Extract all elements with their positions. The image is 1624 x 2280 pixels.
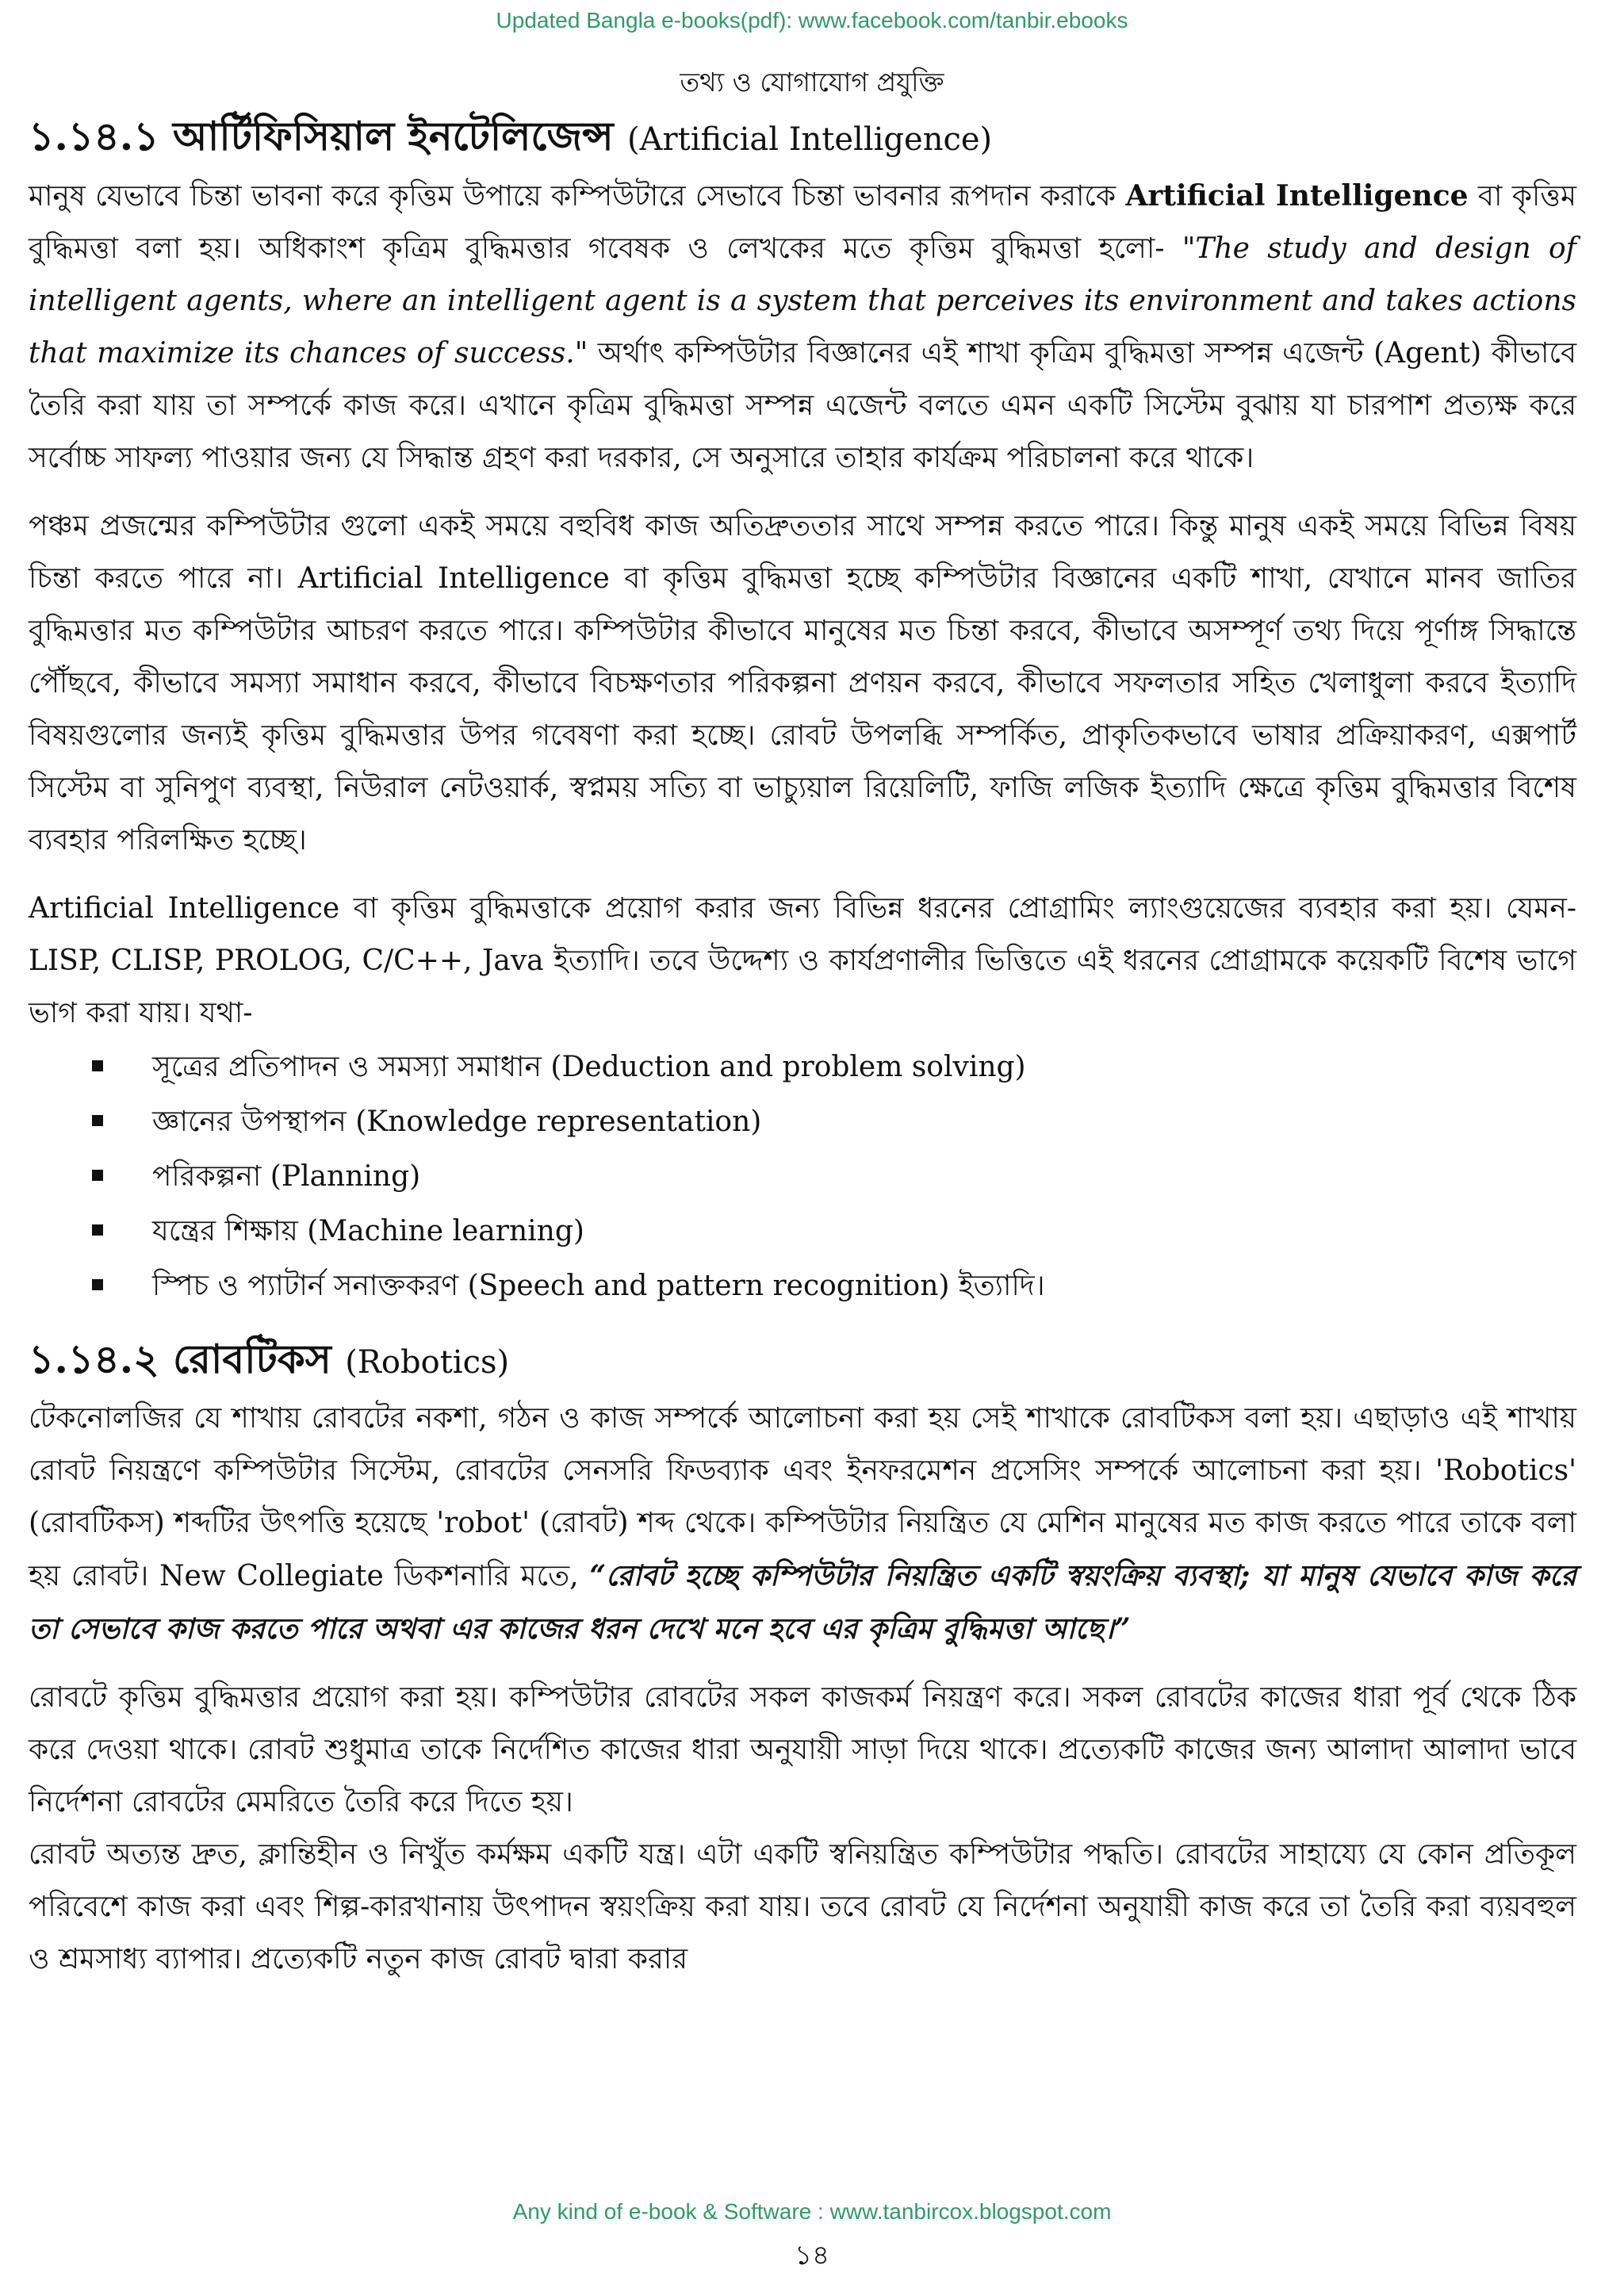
text-run: বা কৃত্তিম বুদ্ধিমত্তা বলা হয়। অধিকাংশ কৃত্রিম বুদ্ধিমত্তার গবেষক ও লেখকের মতে কৃত্তিম বুদ্ধিমত্তা হলো- bbox=[29, 180, 1576, 265]
text-run: মানুষ যেভাবে চিন্তা ভাবনা করে কৃত্তিম উপায়ে কম্পিউটারে সেভাবে চিন্তা ভাবনার রূপদান করাকে bbox=[29, 180, 1116, 213]
section-title-bn: আর্টিফিসিয়াল ইনটেলিজেন্স bbox=[173, 113, 614, 159]
list-item-text: স্পিচ ও প্যাটার্ন সনাক্তকরণ (Speech and pattern recognition) ইত্যাদি। bbox=[152, 1270, 1045, 1302]
list-item bbox=[92, 1204, 1576, 1259]
paragraph: Artificial Intelligence বা কৃত্তিম বুদ্ধিমত্তাকে প্রয়োগ করার জন্য বিভিন্ন ধরনের প্রোগ্রামিং ল্যাংগুয়েজের ব্যবহার করা হয়। যেমন- LISP, CLISP, PROLOG, C/C++, Java ইত্যাদি। তবে উদ্দেশ্য ও কার্যপ্রণালীর ভিত্তিতে এই ধরনের প্রোগ্রামকে কয়েকটি বিশেষ ভাগে ভাগ করা যায়। যথা- bbox=[29, 892, 1576, 1029]
bullet-icon bbox=[92, 1224, 103, 1236]
top-banner: Updated Bangla e-books(pdf): www.facebook.com/tanbir.ebooks bbox=[496, 8, 1128, 33]
page-number: ১৪ bbox=[794, 2240, 830, 2271]
section-title-en: (Artificial Intelligence) bbox=[627, 121, 993, 158]
bullet-icon bbox=[92, 1279, 103, 1290]
section-title-en: (Robotics) bbox=[345, 1344, 510, 1381]
bottom-banner: Any kind of e-book & Software : www.tanbircox.blogspot.com bbox=[512, 2199, 1112, 2224]
section-title-bn: রোবটিকস bbox=[173, 1335, 331, 1382]
list-item-text: জ্ঞানের উপস্থাপন (Knowledge representation) bbox=[152, 1106, 762, 1138]
list-item bbox=[92, 1040, 1576, 1094]
section-number: ১.১৪.১ bbox=[29, 113, 159, 159]
text-run: অর্থাৎ কম্পিউটার বিজ্ঞানের এই শাখা কৃত্রিম বুদ্ধিমত্তা সম্পন্ন এজেন্ট (Agent) কীভাবে তৈরি করা যায় তা সম্পর্কে কাজ করে। এখানে কৃত্রিম বুদ্ধিমত্তা সম্পন্ন এজেন্ট বলতে এমন একটি সিস্টেম বুঝায় যা চারপাশ প্রত্যক্ষ করে সর্বোচ্চ সাফল্য পাওয়ার জন্য যে সিদ্ধান্ত গ্রহণ করা দরকার, সে অনুসারে তাহার কার্যক্রম পরিচালনা করে থাকে। bbox=[29, 337, 1576, 474]
list-item-text: যন্ত্রের শিক্ষায় (Machine learning) bbox=[152, 1215, 584, 1247]
running-head: তথ্য ও যোগাযোগ প্রযুক্তি bbox=[680, 67, 944, 98]
list-item-text: পরিকল্পনা (Planning) bbox=[152, 1160, 421, 1193]
list-item bbox=[92, 1149, 1576, 1204]
bullet-icon bbox=[92, 1060, 103, 1071]
paragraph: রোবট অত্যন্ত দ্রুত, ক্লান্তিহীন ও নিখুঁত কর্মক্ষম একটি যন্ত্র। এটা একটি স্বনিয়ন্ত্রিত কম্পিউটার পদ্ধতি। রোবটের সাহায্যে যে কোন প্রতিকূল পরিবেশে কাজ করা এবং শিল্প-কারখানায় উৎপাদন স্বয়ংক্রিয় করা যায়। তবে রোবট যে নির্দেশনা অনুযায়ী কাজ করে তা তৈরি করা ব্যয়বহুল ও শ্রমসাধ্য ব্যাপার। প্রত্যেকটি নতুন কাজ রোবট দ্বারা করার bbox=[29, 1838, 1576, 1975]
section-number: ১.১৪.২ bbox=[29, 1335, 159, 1382]
bullet-icon bbox=[92, 1115, 103, 1126]
list-item bbox=[92, 1094, 1576, 1149]
paragraph bbox=[29, 1393, 1576, 1656]
list-item bbox=[92, 1259, 1576, 1313]
page-body bbox=[29, 111, 1576, 1986]
definition-quote: "The study and design of intelligent agents, where an intelligent agent is a system that perceives its environment and takes actions that maximize its chances of success." bbox=[29, 232, 1577, 370]
bold-term: Artificial Intelligence bbox=[1125, 179, 1469, 213]
section-heading-ai bbox=[29, 111, 1576, 165]
text-run: টেকনোলজির যে শাখায় রোবটের নকশা, গঠন ও কাজ সম্পর্কে আলোচনা করা হয় সেই শাখাকে রোবটিকস বলা হয়। এছাড়াও এই শাখায় রোবট নিয়ন্ত্রণে কম্পিউটার সিস্টেম, রোবটের সেনসরি ফিডব্যাক এবং ইনফরমেশন প্রসেসিং সম্পর্কে আলোচনা করা হয়। 'Robotics' (রোবটিকস) শব্দটির উৎপত্তি হয়েছে 'robot' (রোবট) শব্দ থেকে। কম্পিউটার নিয়ন্ত্রিত যে মেশিন মানুষের মত কাজ করতে পারে তাকে বলা হয় রোবট। New Collegiate ডিকশনারি মতে, bbox=[29, 1402, 1576, 1592]
paragraph: পঞ্চম প্রজন্মের কম্পিউটার গুলো একই সময়ে বহুবিধ কাজ অতিদ্রুততার সাথে সম্পন্ন করতে পারে। কিন্তু মানুষ একই সময়ে বিভিন্ন বিষয় চিন্তা করতে পারে না। Artificial Intelligence বা কৃত্তিম বুদ্ধিমত্তা হচ্ছে কম্পিউটার বিজ্ঞানের একটি শাখা, যেখানে মানব জাতির বুদ্ধিমত্তার মত কম্পিউটার আচরণ করতে পারে। কম্পিউটার কীভাবে মানুষের মত চিন্তা করবে, কীভাবে অসম্পূর্ণ তথ্য দিয়ে পূর্ণাঙ্গ সিদ্ধান্তে পৌঁছবে, কীভাবে সমস্যা সমাধান করবে, কীভাবে বিচক্ষণতার পরিকল্পনা প্রণয়ন করবে, কীভাবে সফলতার সহিত খেলাধুলা করবে ইত্যাদি বিষয়গুলোর জন্যই কৃত্তিম বুদ্ধিমত্তার উপর গবেষণা করা হচ্ছে। রোবট উপলব্ধি সম্পর্কিত, প্রাকৃতিকভাবে ভাষার প্রক্রিয়াকরণ, এক্সপার্ট সিস্টেম বা সুনিপুণ ব্যবস্থা, নিউরাল নেটওয়ার্ক, স্বপ্নময় সত্যি বা ভাচ্যুয়াল রিয়েলিটি, ফাজি লজিক ইত্যাদি ক্ষেত্রে কৃত্তিম বুদ্ধিমত্তার বিশেষ ব্যবহার পরিলক্ষিত হচ্ছে। bbox=[29, 510, 1576, 856]
list-item-text: সূত্রের প্রতিপাদন ও সমস্যা সমাধান (Deduction and problem solving) bbox=[152, 1051, 1026, 1083]
definition-quote: “রোবট হচ্ছে কম্পিউটার নিয়ন্ত্রিত একটি স্বয়ংক্রিয় ব্যবস্থা; যা মানুষ যেভাবে কাজ করে তা সেভাবে কাজ করতে পারে অথবা এর কাজের ধরন দেখে মনে হবে এর কৃত্রিম বুদ্ধিমত্তা আছে।” bbox=[29, 1559, 1576, 1646]
bullet-icon bbox=[92, 1170, 103, 1181]
paragraph: রোবটে কৃত্তিম বুদ্ধিমত্তার প্রয়োগ করা হয়। কম্পিউটার রোবটের সকল কাজকর্ম নিয়ন্ত্রণ করে। সকল রোবটের কাজের ধারা পূর্ব থেকে ঠিক করে দেওয়া থাকে। রোবট শুধুমাত্র তাকে নির্দেশিত কাজের ধারা অনুযায়ী সাড়া দিয়ে থাকে। প্রত্যেকটি কাজের জন্য আলাদা আলাদা ভাবে নির্দেশনা রোবটের মেমরিতে তৈরি করে দিতে হয়। bbox=[29, 1681, 1576, 1818]
section-heading-robotics bbox=[29, 1334, 1576, 1388]
paragraph bbox=[29, 170, 1576, 485]
ai-category-list bbox=[92, 1040, 1576, 1313]
